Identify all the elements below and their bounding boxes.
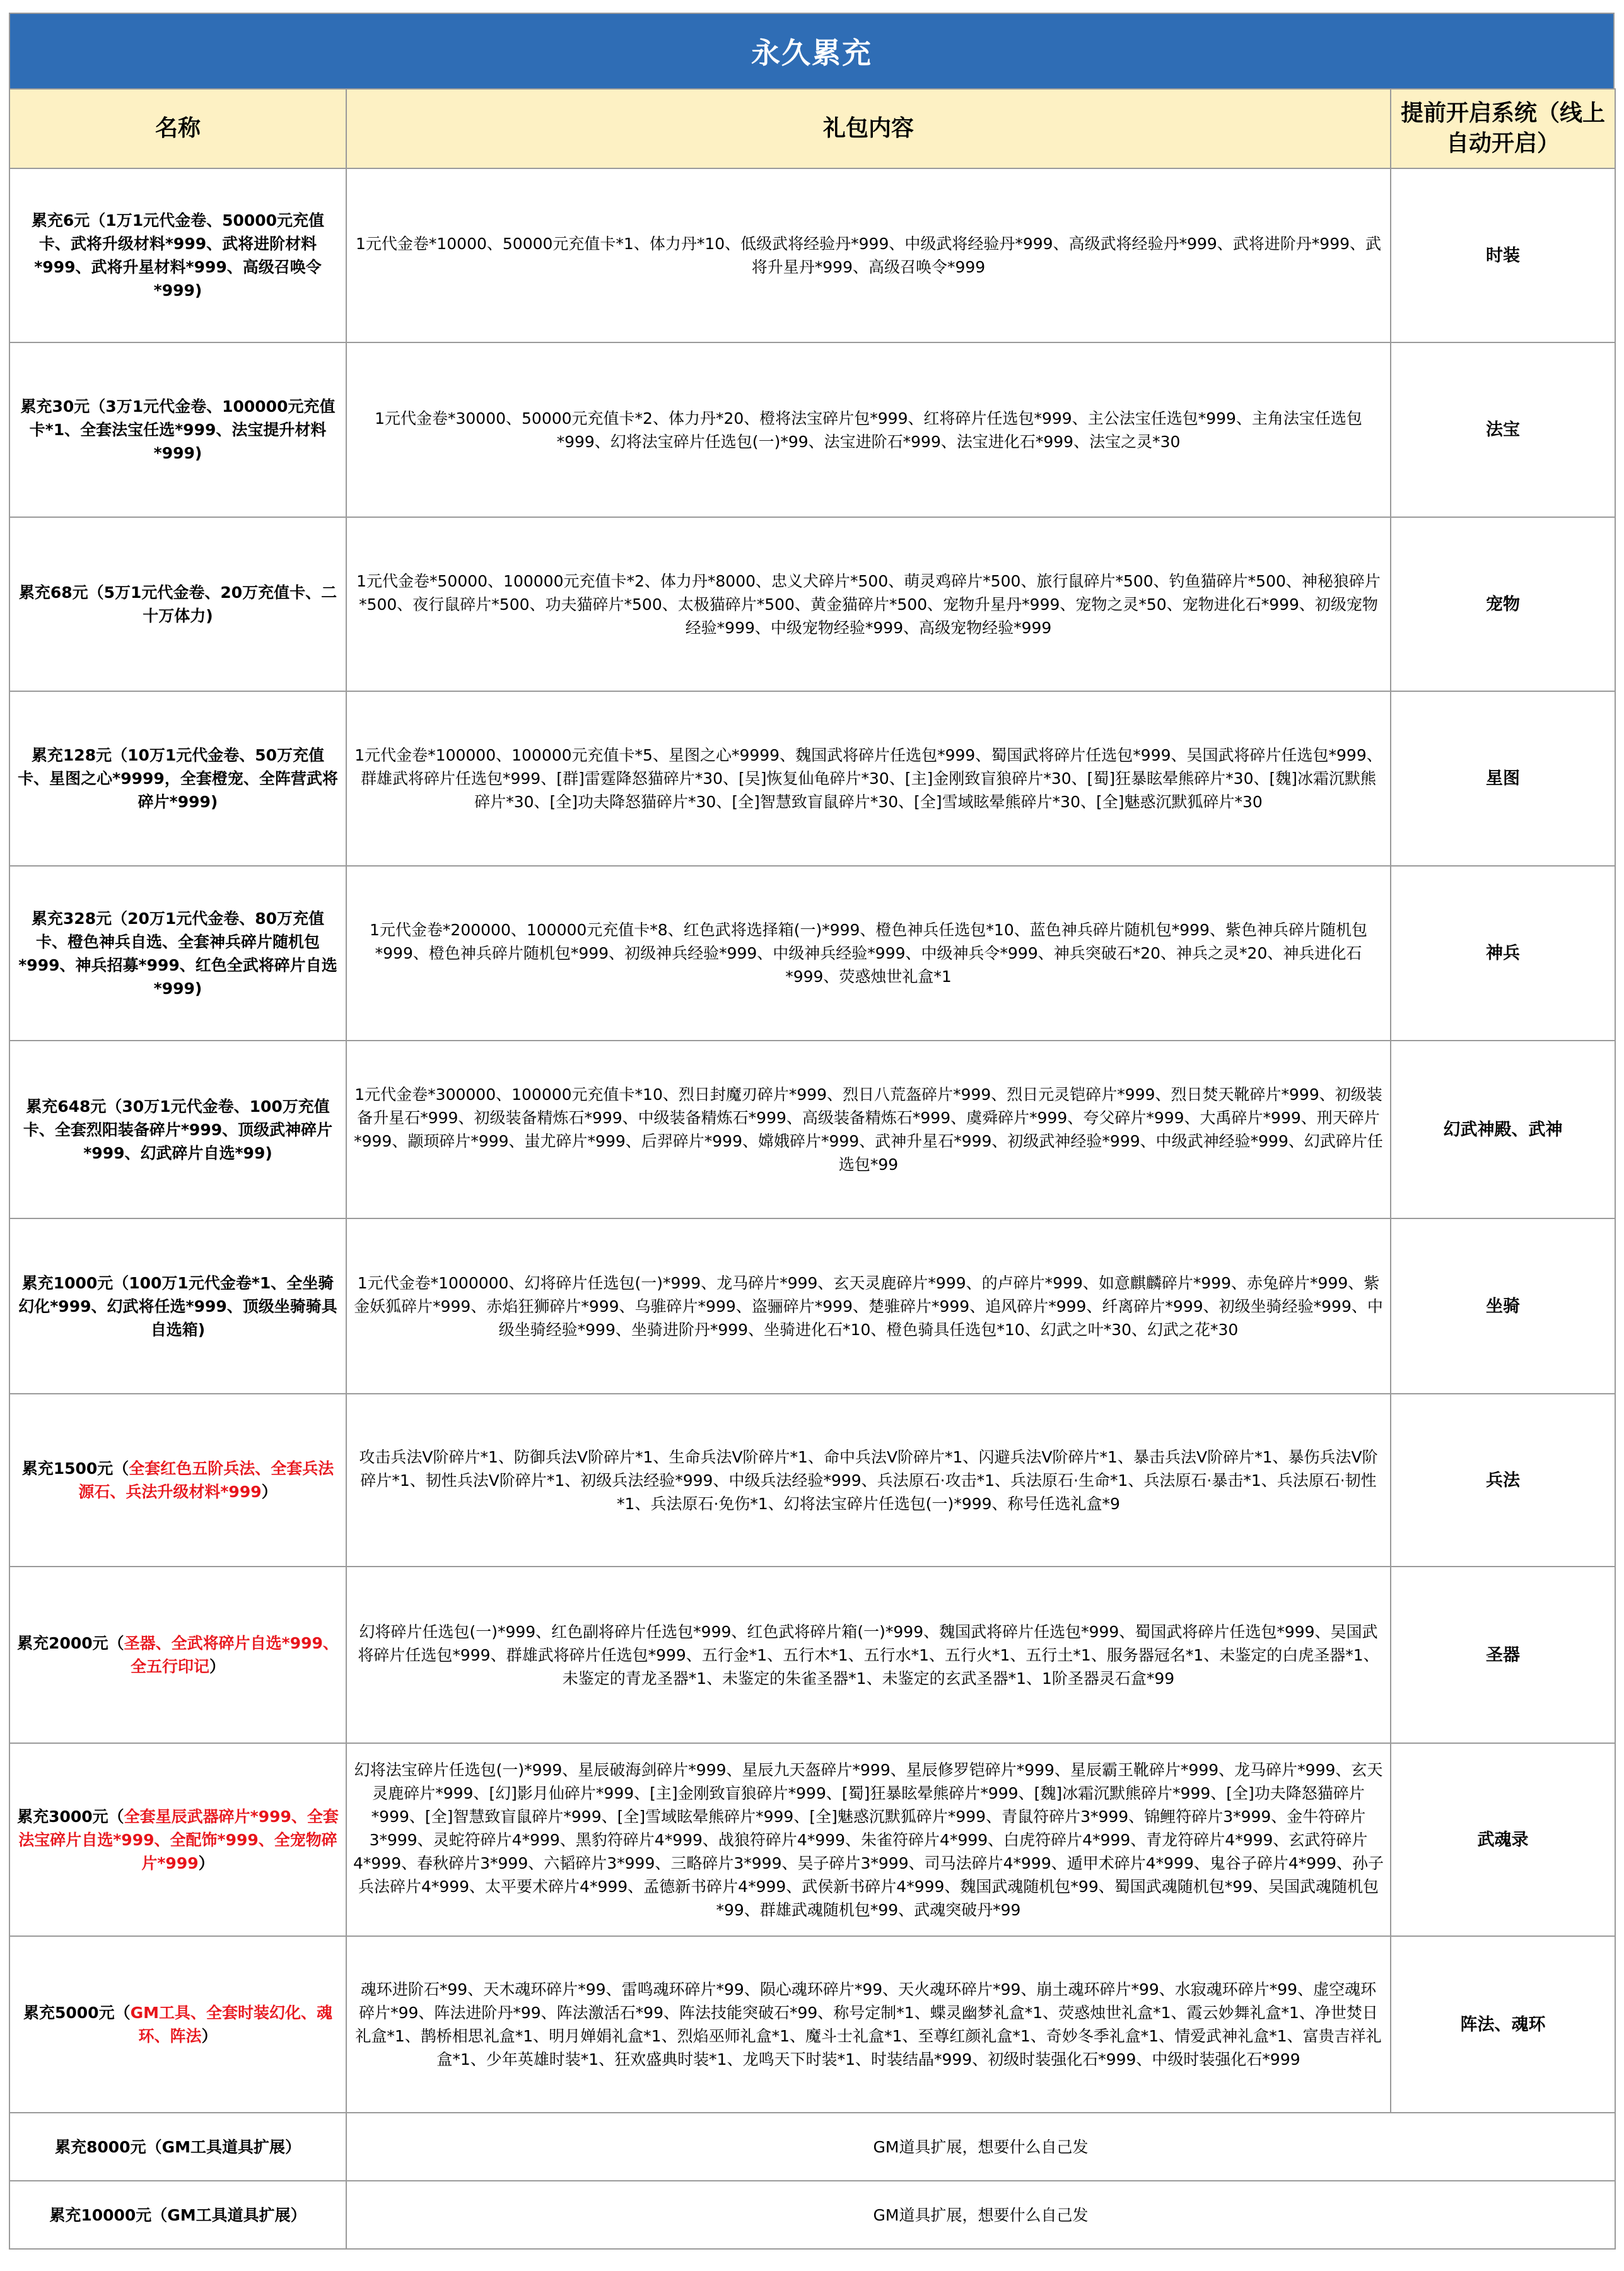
tier-system: 武魂录 <box>1391 1743 1615 1936</box>
sheet-title: 永久累充 <box>9 13 1615 88</box>
table-row <box>9 691 1615 866</box>
table-row <box>9 1936 1615 2113</box>
reward-sheet <box>9 13 1615 2250</box>
table-row <box>9 866 1615 1041</box>
table-row <box>9 1041 1615 1218</box>
tier-content: 1元代金卷*1000000、幻将碎片任选包(一)*999、龙马碎片*999、玄天灵鹿碎片*999、的卢碎片*999、如意麒麟碎片*999、赤兔碎片*999、紫金妖狐碎片*999、赤焰狂狮碎片*999、乌骓碎片*999、盗骊碎片*999、楚骓碎片*999、追风碎片*999、纤离碎片*999、初级坐骑经验*999、中级坐骑经验*999、坐骑进阶丹*999、坐骑进化石*10、橙色骑具任选包*10、幻武之叶*30、幻武之花*30 <box>346 1218 1391 1394</box>
tier-content: 1元代金卷*50000、100000元充值卡*2、体力丹*8000、忠义犬碎片*500、萌灵鸡碎片*500、旅行鼠碎片*500、钓鱼猫碎片*500、神秘狼碎片*500、夜行鼠碎片*500、功夫猫碎片*500、太极猫碎片*500、黄金猫碎片*500、宠物升星丹*999、宠物之灵*50、宠物进化石*999、初级宠物经验*999、中级宠物经验*999、高级宠物经验*999 <box>346 517 1391 691</box>
tier-content: 1元代金卷*200000、100000元充值卡*8、红色武将选择箱(一)*999、橙色神兵任选包*10、蓝色神兵碎片随机包*999、紫色神兵碎片随机包*999、橙色神兵碎片随机包*999、初级神兵经验*999、中级神兵经验*999、中级神兵令*999、神兵突破石*20、神兵之灵*20、神兵进化石*999、荧惑烛世礼盒*1 <box>346 866 1391 1041</box>
tier-system: 圣器 <box>1391 1567 1615 1743</box>
tier-name: 累充5000元（GM工具、全套时装幻化、魂环、阵法） <box>9 1936 346 2113</box>
tier-system: 法宝 <box>1391 342 1615 517</box>
tier-name: 累充68元（5万1元代金卷、20万充值卡、二十万体力) <box>9 517 346 691</box>
tier-name: 累充8000元（GM工具道具扩展） <box>9 2113 346 2181</box>
tier-system: 坐骑 <box>1391 1218 1615 1394</box>
tier-system: 星图 <box>1391 691 1615 866</box>
tier-name: 累充328元（20万1元代金卷、80万充值卡、橙色神兵自选、全套神兵碎片随机包*999、神兵招募*999、红色全武将碎片自选*999) <box>9 866 346 1041</box>
header-name: 名称 <box>9 89 346 168</box>
tier-content: 1元代金卷*10000、50000元充值卡*1、体力丹*10、低级武将经验丹*999、中级武将经验丹*999、高级武将经验丹*999、武将进阶丹*999、武将升星丹*999、高级召唤令*999 <box>346 168 1391 342</box>
table-row <box>9 517 1615 691</box>
header-row <box>9 89 1615 168</box>
table-row <box>9 1394 1615 1567</box>
tier-name: 累充128元（10万1元代金卷、50万充值卡、星图之心*9999，全套橙宠、全阵营武将碎片*999) <box>9 691 346 866</box>
tier-system: 时装 <box>1391 168 1615 342</box>
tier-name: 累充1000元（100万1元代金卷*1、全坐骑幻化*999、幻武将任选*999、顶级坐骑骑具自选箱) <box>9 1218 346 1394</box>
table-row <box>9 342 1615 517</box>
tier-content: 魂环进阶石*99、天木魂环碎片*99、雷鸣魂环碎片*99、陨心魂环碎片*99、天火魂环碎片*99、崩土魂环碎片*99、水寂魂环碎片*99、虚空魂环碎片*99、阵法进阶丹*99、阵法激活石*99、阵法技能突破石*99、称号定制*1、蝶灵幽梦礼盒*1、荧惑烛世礼盒*1、霞云妙舞礼盒*1、净世焚日礼盒*1、鹊桥相思礼盒*1、明月婵娟礼盒*1、烈焰巫师礼盒*1、魔斗士礼盒*1、至尊红颜礼盒*1、奇妙冬季礼盒*1、情爱武神礼盒*1、富贵吉祥礼盒*1、少年英雄时装*1、狂欢盛典时装*1、龙鸣天下时装*1、时装结晶*999、初级时装强化石*999、中级时装强化石*999 <box>346 1936 1391 2113</box>
header-system: 提前开启系统（线上自动开启） <box>1391 89 1615 168</box>
tier-content: 攻击兵法Ⅴ阶碎片*1、防御兵法Ⅴ阶碎片*1、生命兵法Ⅴ阶碎片*1、命中兵法Ⅴ阶碎片*1、闪避兵法Ⅴ阶碎片*1、暴击兵法Ⅴ阶碎片*1、暴伤兵法Ⅴ阶碎片*1、韧性兵法Ⅴ阶碎片*1、初级兵法经验*999、中级兵法经验*999、兵法原石·攻击*1、兵法原石·生命*1、兵法原石·暴击*1、兵法原石·韧性*1、兵法原石·免伤*1、幻将法宝碎片任选包(一)*999、称号任选礼盒*9 <box>346 1394 1391 1567</box>
table-row <box>9 168 1615 342</box>
table-row <box>9 1218 1615 1394</box>
tier-content: 1元代金卷*300000、100000元充值卡*10、烈日封魔刃碎片*999、烈日八荒盔碎片*999、烈日元灵铠碎片*999、烈日焚天靴碎片*999、初级装备升星石*999、初级装备精炼石*999、中级装备精炼石*999、高级装备精炼石*999、虞舜碎片*999、夸父碎片*999、大禹碎片*999、刑天碎片*999、颛顼碎片*999、蚩尤碎片*999、后羿碎片*999、嫦娥碎片*999、武神升星石*999、初级武神经验*999、中级武神经验*999、幻武碎片任选包*99 <box>346 1041 1391 1218</box>
tier-content: 1元代金卷*30000、50000元充值卡*2、体力丹*20、橙将法宝碎片包*999、红将碎片任选包*999、主公法宝任选包*999、主角法宝任选包*999、幻将法宝碎片任选包(一)*99、法宝进阶石*999、法宝进化石*999、法宝之灵*30 <box>346 342 1391 517</box>
table-row <box>9 1567 1615 1743</box>
tier-system: 阵法、魂环 <box>1391 1936 1615 2113</box>
reward-table <box>9 88 1616 2250</box>
tier-name: 累充1500元（全套红色五阶兵法、全套兵法源石、兵法升级材料*999） <box>9 1394 346 1567</box>
tier-content: 幻将法宝碎片任选包(一)*999、星辰破海剑碎片*999、星辰九天盔碎片*999、星辰修罗铠碎片*999、星辰霸王靴碎片*999、龙马碎片*999、玄天灵鹿碎片*999、[幻]影月仙碎片*999、[主]金刚致盲狼碎片*999、[蜀]狂暴眩晕熊碎片*999、[魏]冰霜沉默熊碎片*999、[全]功夫降怒猫碎片*999、[全]智慧致盲鼠碎片*999、[全]雪域眩晕熊碎片*999、[全]魅惑沉默狐碎片*999、青鼠符碎片3*999、锦鲤符碎片3*999、金牛符碎片3*999、灵蛇符碎片4*999、黑豹符碎片4*999、战狼符碎片4*999、朱雀符碎片4*999、白虎符碎片4*999、青龙符碎片4*999、玄武符碎片4*999、春秋碎片3*999、六韬碎片3*999、三略碎片3*999、吴子碎片3*999、司马法碎片4*999、遁甲术碎片4*999、鬼谷子碎片4*999、孙子兵法碎片4*999、太平要术碎片4*999、孟德新书碎片4*999、武侯新书碎片4*999、魏国武魂随机包*99、蜀国武魂随机包*99、吴国武魂随机包*99、群雄武魂随机包*99、武魂突破丹*99 <box>346 1743 1391 1936</box>
tier-content: GM道具扩展，想要什么自己发 <box>346 2181 1615 2249</box>
tier-name: 累充3000元（全套星辰武器碎片*999、全套法宝碎片自选*999、全配饰*999、全宠物碎片*999） <box>9 1743 346 1936</box>
tier-name: 累充30元（3万1元代金卷、100000元充值卡*1、全套法宝任选*999、法宝提升材料*999) <box>9 342 346 517</box>
tier-system: 幻武神殿、武神 <box>1391 1041 1615 1218</box>
tier-content: 幻将碎片任选包(一)*999、红色副将碎片任选包*999、红色武将碎片箱(一)*999、魏国武将碎片任选包*999、蜀国武将碎片任选包*999、吴国武将碎片任选包*999、群雄武将碎片任选包*999、五行金*1、五行木*1、五行水*1、五行火*1、五行土*1、服务器冠名*1、未鉴定的白虎圣器*1、未鉴定的青龙圣器*1、未鉴定的朱雀圣器*1、未鉴定的玄武圣器*1、1阶圣器灵石盒*99 <box>346 1567 1391 1743</box>
tier-content: 1元代金卷*100000、100000元充值卡*5、星图之心*9999、魏国武将碎片任选包*999、蜀国武将碎片任选包*999、吴国武将碎片任选包*999、群雄武将碎片任选包*999、[群]雷霆降怒猫碎片*30、[吴]恢复仙龟碎片*30、[主]金刚致盲狼碎片*30、[蜀]狂暴眩晕熊碎片*30、[魏]冰霜沉默熊碎片*30、[全]功夫降怒猫碎片*30、[全]智慧致盲鼠碎片*30、[全]雪域眩晕熊碎片*30、[全]魅惑沉默狐碎片*30 <box>346 691 1391 866</box>
tier-name: 累充10000元（GM工具道具扩展） <box>9 2181 346 2249</box>
tier-system: 宠物 <box>1391 517 1615 691</box>
header-content: 礼包内容 <box>346 89 1391 168</box>
tier-name: 累充648元（30万1元代金卷、100万充值卡、全套烈阳装备碎片*999、顶级武神碎片*999、幻武碎片自选*99) <box>9 1041 346 1218</box>
tier-name: 累充2000元（圣器、全武将碎片自选*999、全五行印记） <box>9 1567 346 1743</box>
table-row <box>9 2113 1615 2181</box>
tier-system: 兵法 <box>1391 1394 1615 1567</box>
tier-name: 累充6元（1万1元代金卷、50000元充值卡、武将升级材料*999、武将进阶材料*999、武将升星材料*999、高级召唤令*999) <box>9 168 346 342</box>
table-row <box>9 1743 1615 1936</box>
tier-system: 神兵 <box>1391 866 1615 1041</box>
table-row <box>9 2181 1615 2249</box>
tier-content: GM道具扩展，想要什么自己发 <box>346 2113 1615 2181</box>
